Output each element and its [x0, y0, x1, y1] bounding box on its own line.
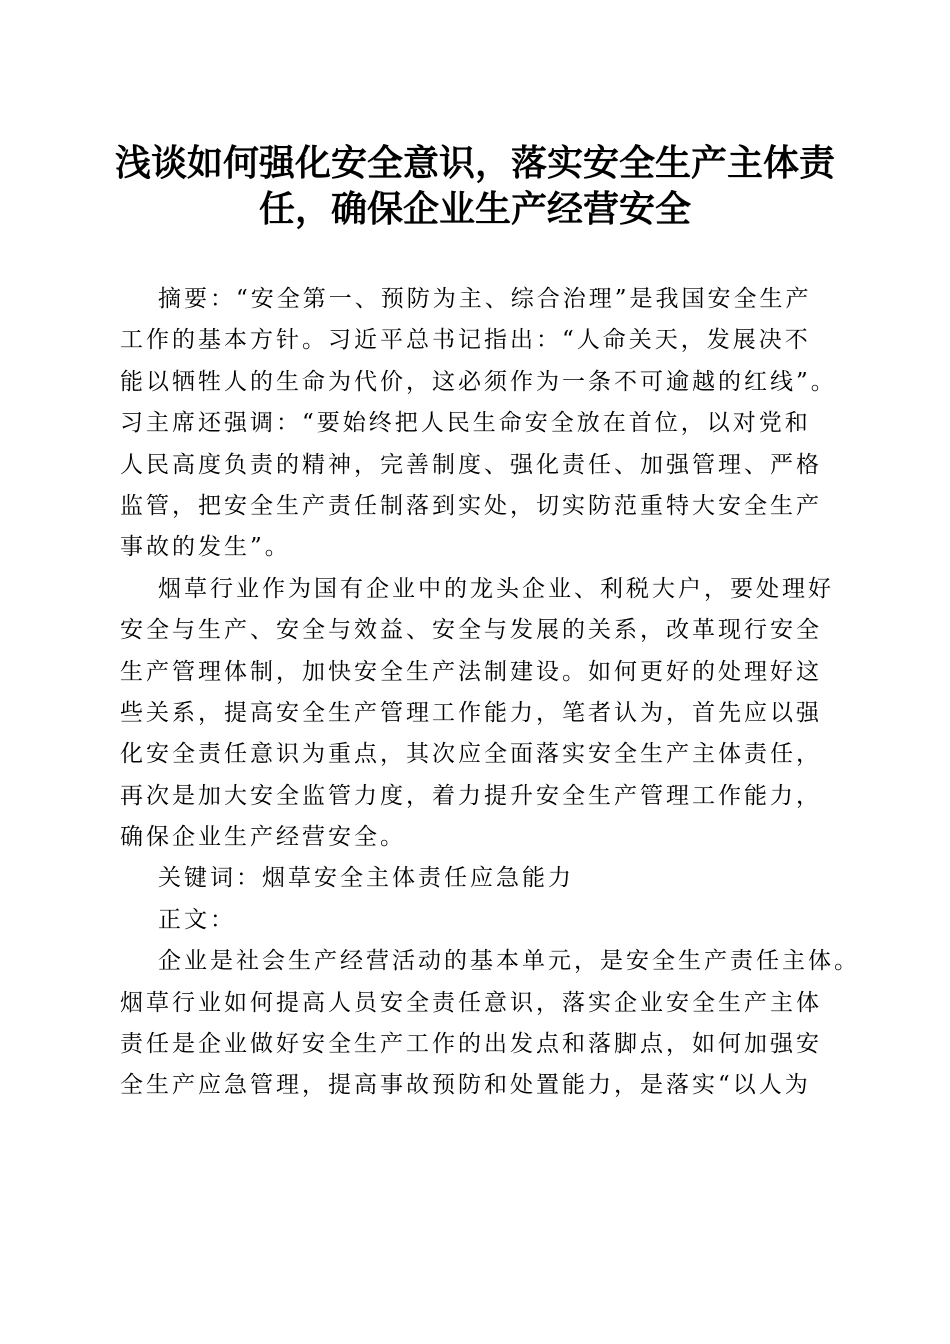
keywords-line: 关键词：烟草安全主体责任应急能力 — [158, 865, 574, 892]
paragraph-line: 再次是加大安全监管力度，着力提升安全生产管理工作能力， — [120, 782, 822, 809]
title-line-2: 任，确保企业生产经营安全 — [258, 188, 691, 230]
paragraph-line: 全生产应急管理，提高事故预防和处置能力，是落实“以人为 — [120, 1072, 811, 1099]
abstract-line: 能以牺牲人的生命为代价，这必须作为一条不可逾越的红线”。 — [120, 368, 837, 395]
paragraph-line: 化安全责任意识为重点，其次应全面落实安全生产主体责任， — [120, 741, 822, 768]
document-body — [120, 279, 860, 1107]
paragraph-line: 些关系，提高安全生产管理工作能力，笔者认为，首先应以强 — [120, 699, 822, 726]
paragraph-line: 烟草行业作为国有企业中的龙头企业、利税大户，要处理好 — [158, 575, 834, 602]
body-heading: 正文： — [158, 906, 236, 933]
paragraph-line: 生产管理体制，加快安全生产法制建设。如何更好的处理好这 — [120, 658, 822, 685]
paragraph-line: 安全与生产、安全与效益、安全与发展的关系，改革现行安全 — [120, 617, 822, 644]
paragraph-line: 烟草行业如何提高人员安全责任意识，落实企业安全生产主体 — [120, 989, 822, 1016]
paragraph-line: 责任是企业做好安全生产工作的出发点和落脚点，如何加强安 — [120, 1031, 822, 1058]
paragraph-line: 确保企业生产经营安全。 — [120, 824, 406, 851]
paragraph-line: 企业是社会生产经营活动的基本单元，是安全生产责任主体。 — [158, 948, 860, 975]
abstract-line: 摘要：“安全第一、预防为主、综合治理”是我国安全生产 — [158, 286, 812, 312]
abstract-line: 工作的基本方针。习近平总书记指出：“人命关天，发展决不 — [120, 327, 811, 354]
abstract-line: 监管，把安全生产责任制落到实处，切实防范重特大安全生产 — [120, 492, 822, 519]
abstract-line: 习主席还强调：“要始终把人民生命安全放在首位，以对党和 — [120, 410, 811, 437]
document-title — [100, 140, 850, 232]
abstract-line: 人民高度负责的精神，完善制度、强化责任、加强管理、严格 — [120, 451, 822, 478]
abstract-line: 事故的发生”。 — [120, 534, 291, 561]
title-line-1: 浅谈如何强化安全意识，落实安全生产主体责 — [114, 142, 835, 184]
